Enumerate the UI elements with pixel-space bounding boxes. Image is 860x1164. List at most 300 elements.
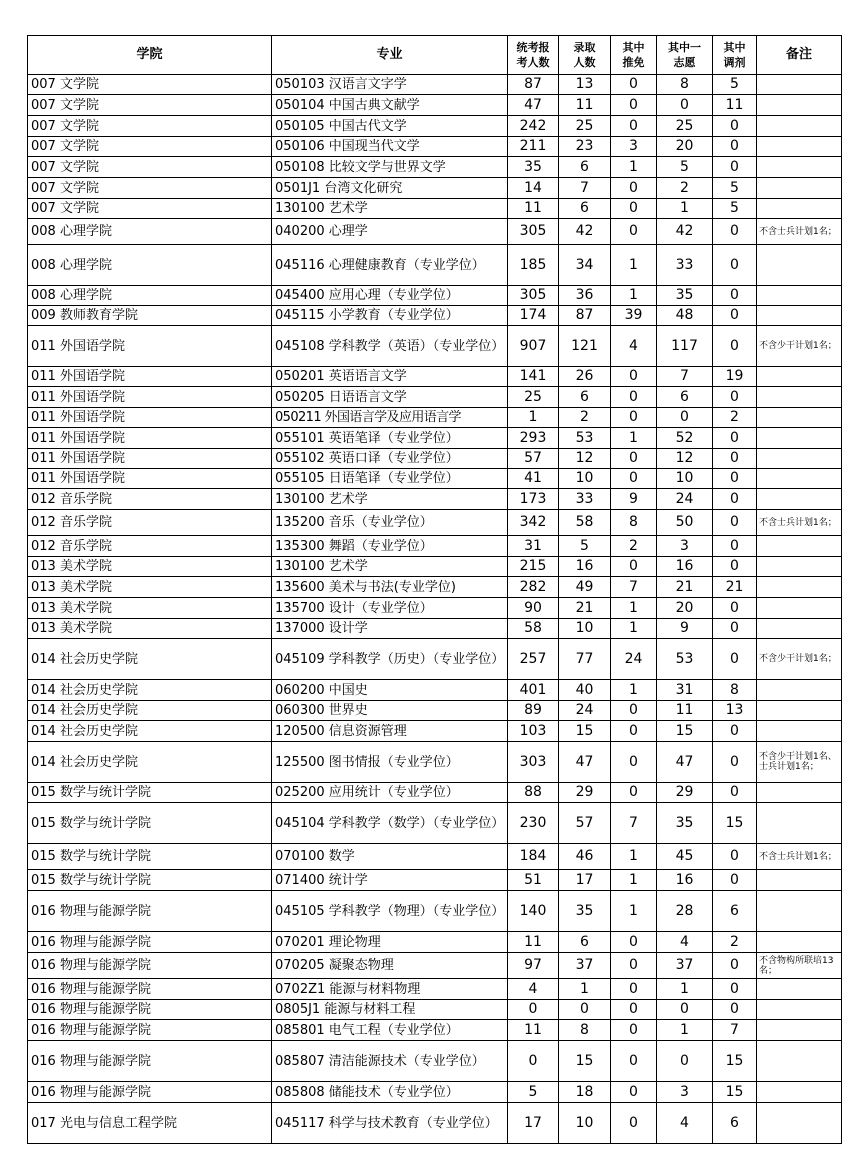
applicants-cell: 230 — [508, 803, 559, 844]
exempt-cell: 0 — [611, 557, 657, 577]
table-row — [28, 680, 842, 701]
remark-cell: 不含少干计划1名、士兵计划1名； — [757, 742, 842, 783]
college-cell: 009 教师教育学院 — [28, 306, 272, 326]
remark-cell — [757, 116, 842, 137]
first-choice-cell: 7 — [657, 367, 713, 387]
major-cell: 060300 世界史 — [272, 701, 508, 721]
major-cell: 045109 学科教学（历史）（专业学位） — [272, 639, 508, 680]
applicants-cell: 87 — [508, 75, 559, 95]
college-cell: 015 数学与统计学院 — [28, 870, 272, 891]
transfer-cell: 0 — [713, 137, 757, 157]
applicants-cell: 25 — [508, 387, 559, 408]
major-cell: 0702Z1 能源与材料物理 — [272, 979, 508, 1000]
college-cell: 007 文学院 — [28, 116, 272, 137]
applicants-cell: 31 — [508, 536, 559, 557]
major-cell: 050108 比较文学与世界文学 — [272, 157, 508, 178]
college-cell: 008 心理学院 — [28, 219, 272, 245]
transfer-cell: 21 — [713, 577, 757, 598]
table-row — [28, 286, 842, 306]
admitted-cell: 23 — [559, 137, 611, 157]
applicants-cell: 1 — [508, 408, 559, 428]
transfer-cell: 0 — [713, 428, 757, 449]
remark-cell — [757, 199, 842, 219]
college-cell: 011 外国语学院 — [28, 326, 272, 367]
table-row — [28, 1082, 842, 1103]
exempt-cell: 0 — [611, 408, 657, 428]
enrollment-table — [27, 35, 842, 1144]
first-choice-cell: 29 — [657, 783, 713, 803]
transfer-cell: 0 — [713, 489, 757, 510]
applicants-cell: 47 — [508, 95, 559, 116]
applicants-cell: 0 — [508, 1041, 559, 1082]
transfer-cell: 0 — [713, 619, 757, 639]
first-choice-cell: 10 — [657, 469, 713, 489]
remark-cell — [757, 1041, 842, 1082]
first-choice-cell: 1 — [657, 199, 713, 219]
remark-cell — [757, 680, 842, 701]
transfer-cell: 0 — [713, 953, 757, 979]
major-cell: 137000 设计学 — [272, 619, 508, 639]
table-row — [28, 742, 842, 783]
applicants-cell: 97 — [508, 953, 559, 979]
exempt-cell: 1 — [611, 680, 657, 701]
first-choice-cell: 42 — [657, 219, 713, 245]
exempt-cell: 0 — [611, 932, 657, 953]
exempt-cell: 0 — [611, 219, 657, 245]
remark-cell: 不含物构所联培13名； — [757, 953, 842, 979]
first-choice-cell: 16 — [657, 557, 713, 577]
first-choice-cell: 8 — [657, 75, 713, 95]
remark-cell — [757, 577, 842, 598]
college-cell: 014 社会历史学院 — [28, 639, 272, 680]
first-choice-cell: 31 — [657, 680, 713, 701]
table-row — [28, 116, 842, 137]
applicants-cell: 305 — [508, 219, 559, 245]
major-cell: 130100 艺术学 — [272, 557, 508, 577]
admitted-cell: 26 — [559, 367, 611, 387]
transfer-cell: 0 — [713, 157, 757, 178]
transfer-cell: 19 — [713, 367, 757, 387]
college-cell: 012 音乐学院 — [28, 536, 272, 557]
first-choice-cell: 24 — [657, 489, 713, 510]
admitted-cell: 1 — [559, 979, 611, 1000]
table-row — [28, 367, 842, 387]
exempt-cell: 0 — [611, 953, 657, 979]
major-cell: 050103 汉语言文字学 — [272, 75, 508, 95]
table-row — [28, 577, 842, 598]
admitted-cell: 37 — [559, 953, 611, 979]
first-choice-cell: 4 — [657, 1103, 713, 1144]
major-cell: 045117 科学与技术教育（专业学位） — [272, 1103, 508, 1144]
table-row — [28, 245, 842, 286]
admitted-cell: 6 — [559, 387, 611, 408]
transfer-cell: 0 — [713, 783, 757, 803]
applicants-cell: 173 — [508, 489, 559, 510]
college-cell: 014 社会历史学院 — [28, 701, 272, 721]
applicants-cell: 11 — [508, 1020, 559, 1041]
college-cell: 007 文学院 — [28, 75, 272, 95]
admitted-cell: 10 — [559, 1103, 611, 1144]
exempt-cell: 0 — [611, 75, 657, 95]
remark-cell — [757, 1020, 842, 1041]
remark-cell — [757, 619, 842, 639]
header-applicants: 统考报 考人数 — [508, 36, 559, 75]
major-cell: 045105 学科教学（物理）（专业学位） — [272, 891, 508, 932]
major-cell: 045104 学科教学（数学）（专业学位） — [272, 803, 508, 844]
exempt-cell: 7 — [611, 577, 657, 598]
applicants-cell: 89 — [508, 701, 559, 721]
major-cell: 050211 外国语言学及应用语言学 — [272, 408, 508, 428]
major-cell: 070100 数学 — [272, 844, 508, 870]
table-row — [28, 469, 842, 489]
exempt-cell: 0 — [611, 1082, 657, 1103]
remark-cell — [757, 449, 842, 469]
exempt-cell: 2 — [611, 536, 657, 557]
applicants-cell: 35 — [508, 157, 559, 178]
first-choice-cell: 25 — [657, 116, 713, 137]
major-cell: 055105 日语笔译（专业学位） — [272, 469, 508, 489]
major-cell: 085808 储能技术（专业学位） — [272, 1082, 508, 1103]
admitted-cell: 121 — [559, 326, 611, 367]
header-transfer: 其中 调剂 — [713, 36, 757, 75]
college-cell: 011 外国语学院 — [28, 367, 272, 387]
first-choice-cell: 4 — [657, 932, 713, 953]
major-cell: 130100 艺术学 — [272, 199, 508, 219]
table-row — [28, 95, 842, 116]
major-cell: 085801 电气工程（专业学位） — [272, 1020, 508, 1041]
admitted-cell: 2 — [559, 408, 611, 428]
applicants-cell: 185 — [508, 245, 559, 286]
major-cell: 045400 应用心理（专业学位） — [272, 286, 508, 306]
remark-cell — [757, 489, 842, 510]
remark-cell — [757, 1000, 842, 1020]
college-cell: 011 外国语学院 — [28, 408, 272, 428]
exempt-cell: 24 — [611, 639, 657, 680]
applicants-cell: 257 — [508, 639, 559, 680]
exempt-cell: 1 — [611, 157, 657, 178]
transfer-cell: 5 — [713, 75, 757, 95]
first-choice-cell: 16 — [657, 870, 713, 891]
table-row — [28, 306, 842, 326]
major-cell: 050106 中国现当代文学 — [272, 137, 508, 157]
transfer-cell: 7 — [713, 1020, 757, 1041]
first-choice-cell: 0 — [657, 408, 713, 428]
applicants-cell: 303 — [508, 742, 559, 783]
major-cell: 070201 理论物理 — [272, 932, 508, 953]
exempt-cell: 1 — [611, 844, 657, 870]
exempt-cell: 0 — [611, 742, 657, 783]
first-choice-cell: 53 — [657, 639, 713, 680]
header-remark: 备注 — [757, 36, 842, 75]
remark-cell — [757, 137, 842, 157]
major-cell: 045116 心理健康教育（专业学位） — [272, 245, 508, 286]
exempt-cell: 0 — [611, 979, 657, 1000]
exempt-cell: 0 — [611, 367, 657, 387]
remark-cell — [757, 408, 842, 428]
remark-cell — [757, 721, 842, 742]
table-row — [28, 137, 842, 157]
college-cell: 016 物理与能源学院 — [28, 1082, 272, 1103]
transfer-cell: 0 — [713, 469, 757, 489]
college-cell: 014 社会历史学院 — [28, 680, 272, 701]
transfer-cell: 15 — [713, 803, 757, 844]
admitted-cell: 42 — [559, 219, 611, 245]
first-choice-cell: 21 — [657, 577, 713, 598]
admitted-cell: 5 — [559, 536, 611, 557]
first-choice-cell: 28 — [657, 891, 713, 932]
major-cell: 055101 英语笔译（专业学位） — [272, 428, 508, 449]
college-cell: 017 光电与信息工程学院 — [28, 1103, 272, 1144]
first-choice-cell: 2 — [657, 178, 713, 199]
college-cell: 011 外国语学院 — [28, 428, 272, 449]
table-row — [28, 1000, 842, 1020]
transfer-cell: 0 — [713, 116, 757, 137]
major-cell: 045108 学科教学（英语）（专业学位） — [272, 326, 508, 367]
header-college: 学院 — [28, 36, 272, 75]
remark-cell — [757, 979, 842, 1000]
transfer-cell: 0 — [713, 510, 757, 536]
remark-cell — [757, 245, 842, 286]
transfer-cell: 0 — [713, 639, 757, 680]
transfer-cell: 0 — [713, 742, 757, 783]
first-choice-cell: 20 — [657, 598, 713, 619]
remark-cell — [757, 891, 842, 932]
exempt-cell: 0 — [611, 1041, 657, 1082]
exempt-cell: 7 — [611, 803, 657, 844]
transfer-cell: 0 — [713, 979, 757, 1000]
first-choice-cell: 9 — [657, 619, 713, 639]
header-first-choice: 其中一 志愿 — [657, 36, 713, 75]
table-row — [28, 510, 842, 536]
exempt-cell: 0 — [611, 178, 657, 199]
table-row — [28, 803, 842, 844]
applicants-cell: 58 — [508, 619, 559, 639]
table-row — [28, 199, 842, 219]
college-cell: 013 美术学院 — [28, 557, 272, 577]
applicants-cell: 140 — [508, 891, 559, 932]
applicants-cell: 211 — [508, 137, 559, 157]
admitted-cell: 46 — [559, 844, 611, 870]
transfer-cell: 0 — [713, 536, 757, 557]
college-cell: 013 美术学院 — [28, 598, 272, 619]
college-cell: 013 美术学院 — [28, 577, 272, 598]
table-row — [28, 408, 842, 428]
first-choice-cell: 37 — [657, 953, 713, 979]
admitted-cell: 18 — [559, 1082, 611, 1103]
exempt-cell: 1 — [611, 286, 657, 306]
remark-cell — [757, 1103, 842, 1144]
admitted-cell: 25 — [559, 116, 611, 137]
remark-cell — [757, 783, 842, 803]
major-cell: 050104 中国古典文献学 — [272, 95, 508, 116]
applicants-cell: 174 — [508, 306, 559, 326]
applicants-cell: 0 — [508, 1000, 559, 1020]
transfer-cell: 15 — [713, 1041, 757, 1082]
admitted-cell: 77 — [559, 639, 611, 680]
applicants-cell: 215 — [508, 557, 559, 577]
college-cell: 014 社会历史学院 — [28, 721, 272, 742]
exempt-cell: 1 — [611, 891, 657, 932]
college-cell: 007 文学院 — [28, 157, 272, 178]
remark-cell — [757, 387, 842, 408]
table-row — [28, 953, 842, 979]
college-cell: 007 文学院 — [28, 178, 272, 199]
college-cell: 011 外国语学院 — [28, 387, 272, 408]
applicants-cell: 342 — [508, 510, 559, 536]
college-cell: 014 社会历史学院 — [28, 742, 272, 783]
admitted-cell: 6 — [559, 199, 611, 219]
remark-cell — [757, 870, 842, 891]
transfer-cell: 0 — [713, 721, 757, 742]
transfer-cell: 0 — [713, 557, 757, 577]
major-cell: 070205 凝聚态物理 — [272, 953, 508, 979]
exempt-cell: 0 — [611, 469, 657, 489]
exempt-cell: 1 — [611, 245, 657, 286]
table-row — [28, 326, 842, 367]
college-cell: 008 心理学院 — [28, 245, 272, 286]
header-exempt: 其中 推免 — [611, 36, 657, 75]
admitted-cell: 16 — [559, 557, 611, 577]
first-choice-cell: 117 — [657, 326, 713, 367]
college-cell: 007 文学院 — [28, 137, 272, 157]
college-cell: 011 外国语学院 — [28, 449, 272, 469]
exempt-cell: 0 — [611, 701, 657, 721]
table-row — [28, 1041, 842, 1082]
exempt-cell: 0 — [611, 1000, 657, 1020]
remark-cell — [757, 306, 842, 326]
table-row — [28, 157, 842, 178]
major-cell: 135600 美术与书法(专业学位) — [272, 577, 508, 598]
remark-cell: 不含士兵计划1名； — [757, 510, 842, 536]
transfer-cell: 0 — [713, 1000, 757, 1020]
remark-cell — [757, 557, 842, 577]
major-cell: 135300 舞蹈（专业学位） — [272, 536, 508, 557]
transfer-cell: 0 — [713, 219, 757, 245]
exempt-cell: 1 — [611, 619, 657, 639]
table-row — [28, 979, 842, 1000]
remark-cell — [757, 95, 842, 116]
exempt-cell: 1 — [611, 428, 657, 449]
admitted-cell: 10 — [559, 469, 611, 489]
college-cell: 016 物理与能源学院 — [28, 1020, 272, 1041]
admitted-cell: 34 — [559, 245, 611, 286]
table-row — [28, 1103, 842, 1144]
admitted-cell: 29 — [559, 783, 611, 803]
major-cell: 050201 英语语言文学 — [272, 367, 508, 387]
table-row — [28, 932, 842, 953]
college-cell: 008 心理学院 — [28, 286, 272, 306]
first-choice-cell: 5 — [657, 157, 713, 178]
table-row — [28, 639, 842, 680]
table-row — [28, 536, 842, 557]
admitted-cell: 13 — [559, 75, 611, 95]
header-admitted: 录取 人数 — [559, 36, 611, 75]
major-cell: 055102 英语口译（专业学位） — [272, 449, 508, 469]
exempt-cell: 0 — [611, 1103, 657, 1144]
exempt-cell: 0 — [611, 387, 657, 408]
applicants-cell: 41 — [508, 469, 559, 489]
table-row — [28, 721, 842, 742]
remark-cell: 不含少干计划1名； — [757, 326, 842, 367]
table-row — [28, 701, 842, 721]
major-cell: 120500 信息资源管理 — [272, 721, 508, 742]
major-cell: 040200 心理学 — [272, 219, 508, 245]
applicants-cell: 5 — [508, 1082, 559, 1103]
remark-cell — [757, 932, 842, 953]
first-choice-cell: 6 — [657, 387, 713, 408]
applicants-cell: 11 — [508, 932, 559, 953]
first-choice-cell: 12 — [657, 449, 713, 469]
first-choice-cell: 35 — [657, 286, 713, 306]
applicants-cell: 11 — [508, 199, 559, 219]
college-cell: 012 音乐学院 — [28, 489, 272, 510]
major-cell: 130100 艺术学 — [272, 489, 508, 510]
applicants-cell: 242 — [508, 116, 559, 137]
exempt-cell: 1 — [611, 598, 657, 619]
first-choice-cell: 0 — [657, 95, 713, 116]
first-choice-cell: 20 — [657, 137, 713, 157]
table-row — [28, 428, 842, 449]
applicants-cell: 17 — [508, 1103, 559, 1144]
admitted-cell: 35 — [559, 891, 611, 932]
first-choice-cell: 33 — [657, 245, 713, 286]
first-choice-cell: 50 — [657, 510, 713, 536]
major-cell: 0805J1 能源与材料工程 — [272, 1000, 508, 1020]
first-choice-cell: 0 — [657, 1000, 713, 1020]
applicants-cell: 51 — [508, 870, 559, 891]
major-cell: 085807 清洁能源技术（专业学位） — [272, 1041, 508, 1082]
exempt-cell: 8 — [611, 510, 657, 536]
table-row — [28, 870, 842, 891]
table-row — [28, 489, 842, 510]
college-cell: 007 文学院 — [28, 95, 272, 116]
transfer-cell: 8 — [713, 680, 757, 701]
transfer-cell: 0 — [713, 870, 757, 891]
admitted-cell: 57 — [559, 803, 611, 844]
college-cell: 016 物理与能源学院 — [28, 932, 272, 953]
table-row — [28, 387, 842, 408]
admitted-cell: 11 — [559, 95, 611, 116]
transfer-cell: 0 — [713, 326, 757, 367]
remark-cell — [757, 803, 842, 844]
admitted-cell: 17 — [559, 870, 611, 891]
college-cell: 016 物理与能源学院 — [28, 1000, 272, 1020]
table-row — [28, 598, 842, 619]
college-cell: 015 数学与统计学院 — [28, 803, 272, 844]
exempt-cell: 4 — [611, 326, 657, 367]
remark-cell — [757, 598, 842, 619]
transfer-cell: 11 — [713, 95, 757, 116]
transfer-cell: 5 — [713, 199, 757, 219]
exempt-cell: 0 — [611, 721, 657, 742]
transfer-cell: 0 — [713, 245, 757, 286]
applicants-cell: 282 — [508, 577, 559, 598]
admitted-cell: 10 — [559, 619, 611, 639]
exempt-cell: 3 — [611, 137, 657, 157]
table-row — [28, 557, 842, 577]
transfer-cell: 0 — [713, 598, 757, 619]
remark-cell — [757, 286, 842, 306]
remark-cell — [757, 1082, 842, 1103]
table-row — [28, 75, 842, 95]
major-cell: 050205 日语语言文学 — [272, 387, 508, 408]
transfer-cell: 6 — [713, 891, 757, 932]
exempt-cell: 0 — [611, 95, 657, 116]
admitted-cell: 8 — [559, 1020, 611, 1041]
first-choice-cell: 45 — [657, 844, 713, 870]
remark-cell — [757, 178, 842, 199]
major-cell: 050105 中国古代文学 — [272, 116, 508, 137]
